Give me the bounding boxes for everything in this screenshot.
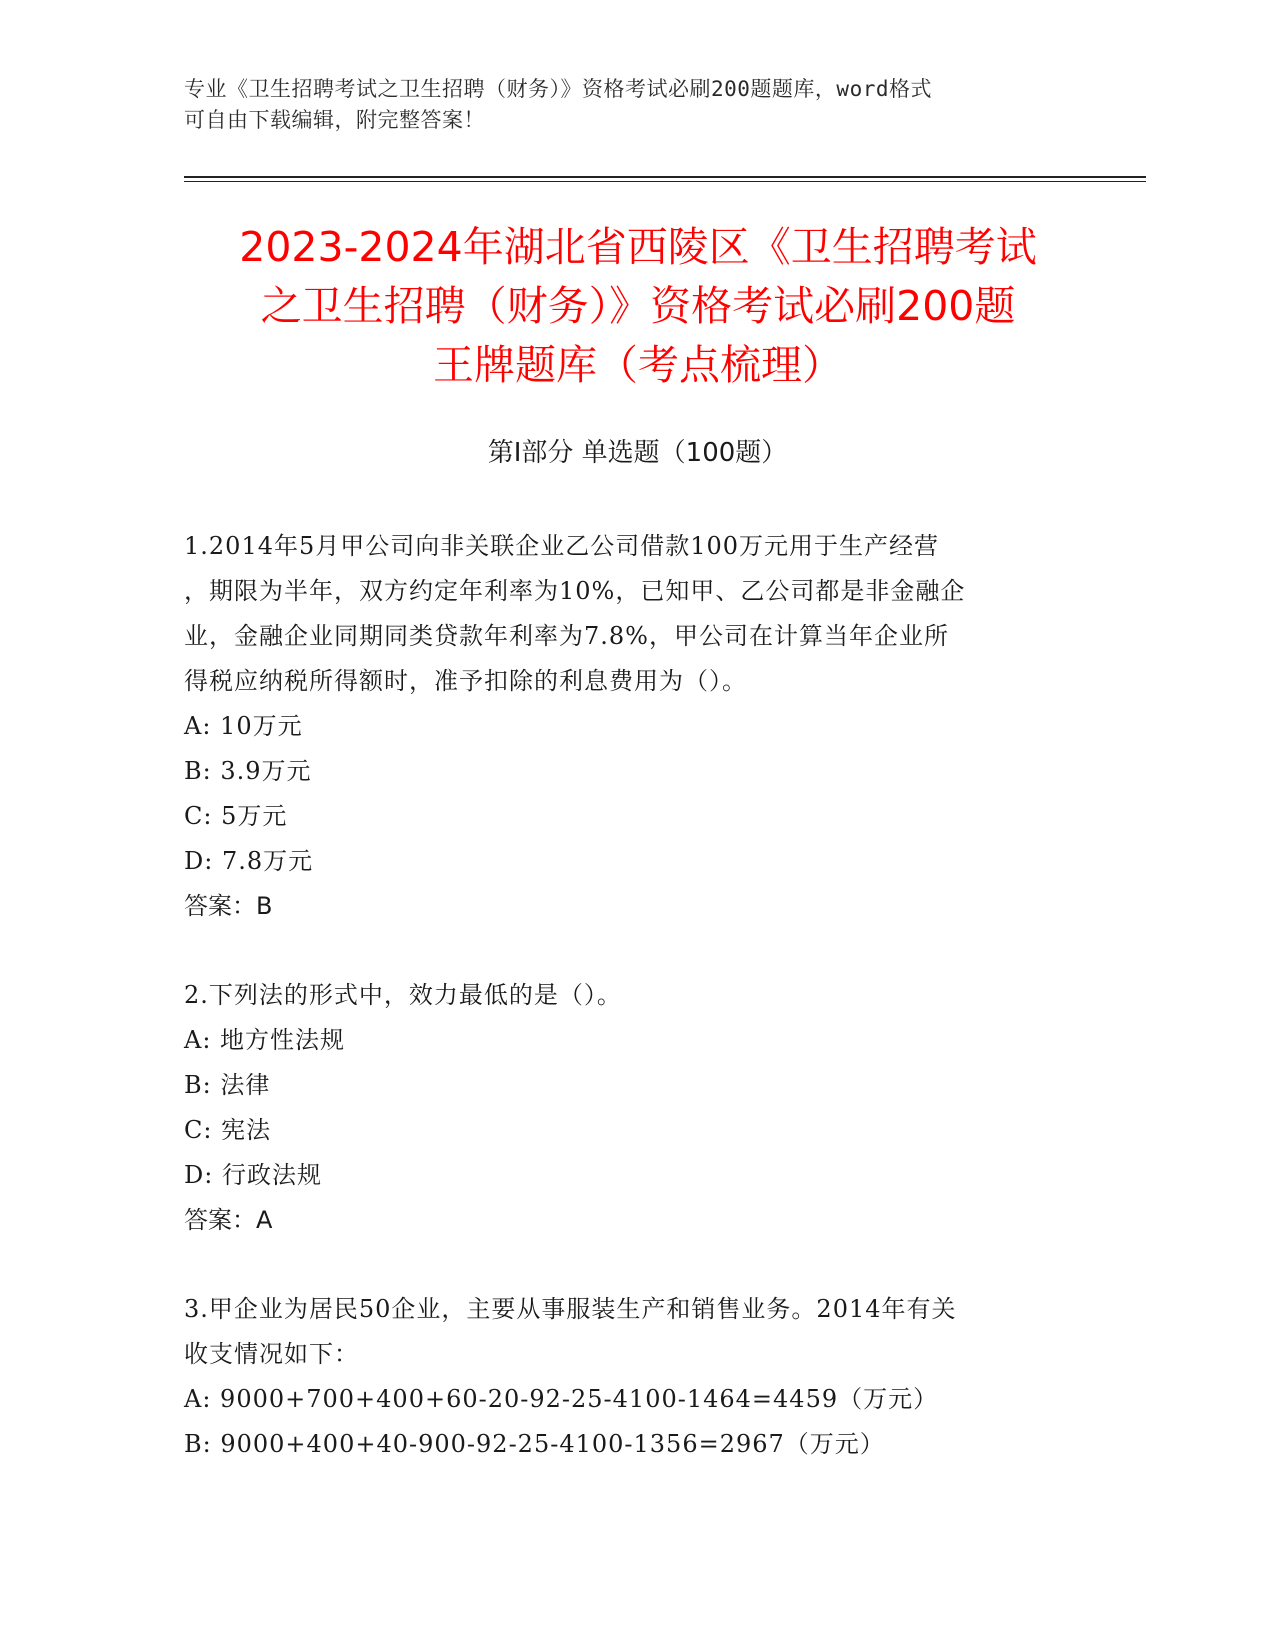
question-text-line: 1.2014年5月甲公司向非关联企业乙公司借款100万元用于生产经营 bbox=[184, 532, 940, 560]
answer: 答案：B bbox=[184, 892, 273, 920]
question-3 bbox=[184, 1287, 1084, 1467]
option-a: A: 10万元 bbox=[184, 712, 303, 740]
document-title bbox=[184, 218, 1092, 395]
option-a: A: 地方性法规 bbox=[184, 1026, 346, 1054]
question-list bbox=[184, 524, 1084, 1511]
header-note-line-1: 专业《卫生招聘考试之卫生招聘（财务）》资格考试必刷200题题库，word格式 bbox=[184, 77, 932, 101]
answer: 答案：A bbox=[184, 1206, 273, 1234]
header-note bbox=[184, 74, 1064, 136]
option-a: A: 9000+700+400+60-20-92-25-4100-1464=4459（万元） bbox=[184, 1385, 939, 1413]
option-c: C: 宪法 bbox=[184, 1116, 272, 1144]
question-text-line: 3.甲企业为居民50企业，主要从事服装生产和销售业务。2014年有关 bbox=[184, 1295, 957, 1323]
question-text-line: 得税应纳税所得额时，准予扣除的利息费用为（）。 bbox=[184, 667, 747, 695]
question-text-line: 业，金融企业同期同类贷款年利率为7.8%，甲公司在计算当年企业所 bbox=[184, 622, 949, 650]
option-b: B: 3.9万元 bbox=[184, 757, 312, 785]
option-c: C: 5万元 bbox=[184, 802, 288, 830]
option-d: D: 行政法规 bbox=[184, 1161, 322, 1189]
option-d: D: 7.8万元 bbox=[184, 847, 314, 875]
title-line-2: 之卫生招聘（财务）》资格考试必刷200题 bbox=[260, 282, 1016, 330]
question-text-line: 收支情况如下： bbox=[184, 1340, 359, 1368]
option-b: B: 9000+400+40-900-92-25-4100-1356=2967（万元） bbox=[184, 1430, 885, 1458]
question-2 bbox=[184, 973, 1084, 1243]
title-line-3: 王牌题库（考点梳理） bbox=[433, 341, 843, 389]
header-note-line-2: 可自由下载编辑，附完整答案！ bbox=[184, 108, 485, 132]
question-text-line: ，期限为半年，双方约定年利率为10%，已知甲、乙公司都是非金融企 bbox=[184, 577, 966, 605]
section-heading: 第I部分 单选题（100题） bbox=[487, 438, 788, 468]
question-text-line: 2.下列法的形式中，效力最低的是（）。 bbox=[184, 981, 622, 1009]
header-divider-thin bbox=[184, 181, 1146, 182]
title-line-1: 2023-2024年湖北省西陵区《卫生招聘考试 bbox=[239, 223, 1037, 271]
option-b: B: 法律 bbox=[184, 1071, 271, 1099]
question-1 bbox=[184, 524, 1084, 929]
header-divider bbox=[184, 176, 1146, 178]
